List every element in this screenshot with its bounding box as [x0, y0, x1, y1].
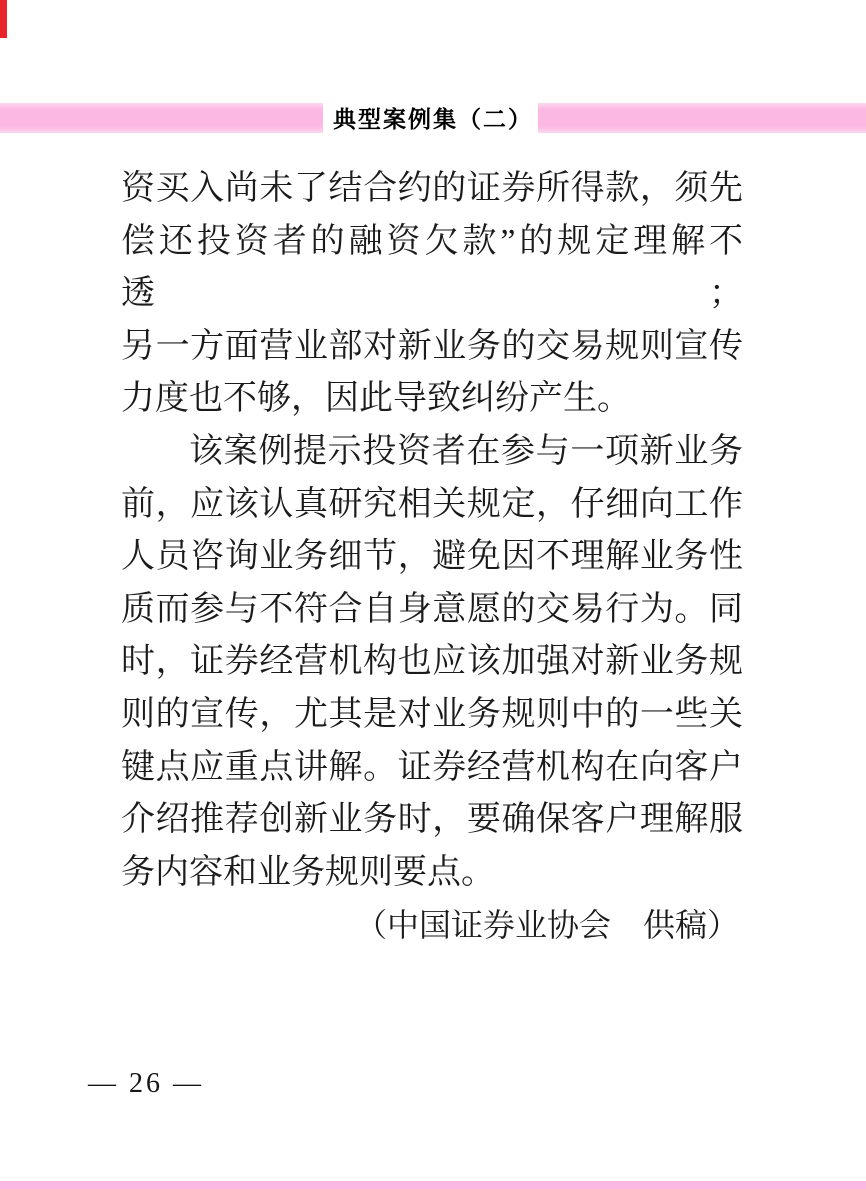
body-line: 时，证券经营机构也应该加强对新业务规 [121, 643, 743, 681]
page-number: — 26 — [88, 1068, 204, 1099]
body-line: 质而参与不符合自身意愿的交易行为。同 [121, 590, 743, 628]
body-line: 务内容和业务规则要点。 [121, 853, 495, 891]
body-text [121, 163, 743, 952]
body-line: 力度也不够，因此导致纠纷产生。 [121, 380, 631, 418]
body-line: 该案例提示投资者在参与一项新业务 [189, 432, 743, 470]
body-line: （中国证券业协会 供稿） [354, 907, 739, 944]
red-corner-mark [0, 0, 7, 38]
body-line: 另一方面营业部对新业务的交易规则宣传 [121, 327, 743, 365]
body-line: 前，应该认真研究相关规定，仔细向工作 [121, 485, 743, 523]
body-line: 则的宣传，尤其是对业务规则中的一些关 [121, 695, 743, 733]
bottom-accent-band [0, 1181, 866, 1189]
page-header-title: 典型案例集（二） [333, 107, 533, 132]
body-line: 资买入尚未了结合约的证券所得款，须先 [121, 170, 743, 207]
body-line: 键点应重点讲解。证券经营机构在向客户 [121, 748, 743, 786]
body-line: 偿还投资者的融资欠款”的规定理解不透； [121, 222, 743, 313]
body-line: 介绍推荐创新业务时，要确保客户理解服 [121, 801, 743, 839]
body-line: 人员咨询业务细节，避免因不理解业务性 [121, 538, 743, 576]
